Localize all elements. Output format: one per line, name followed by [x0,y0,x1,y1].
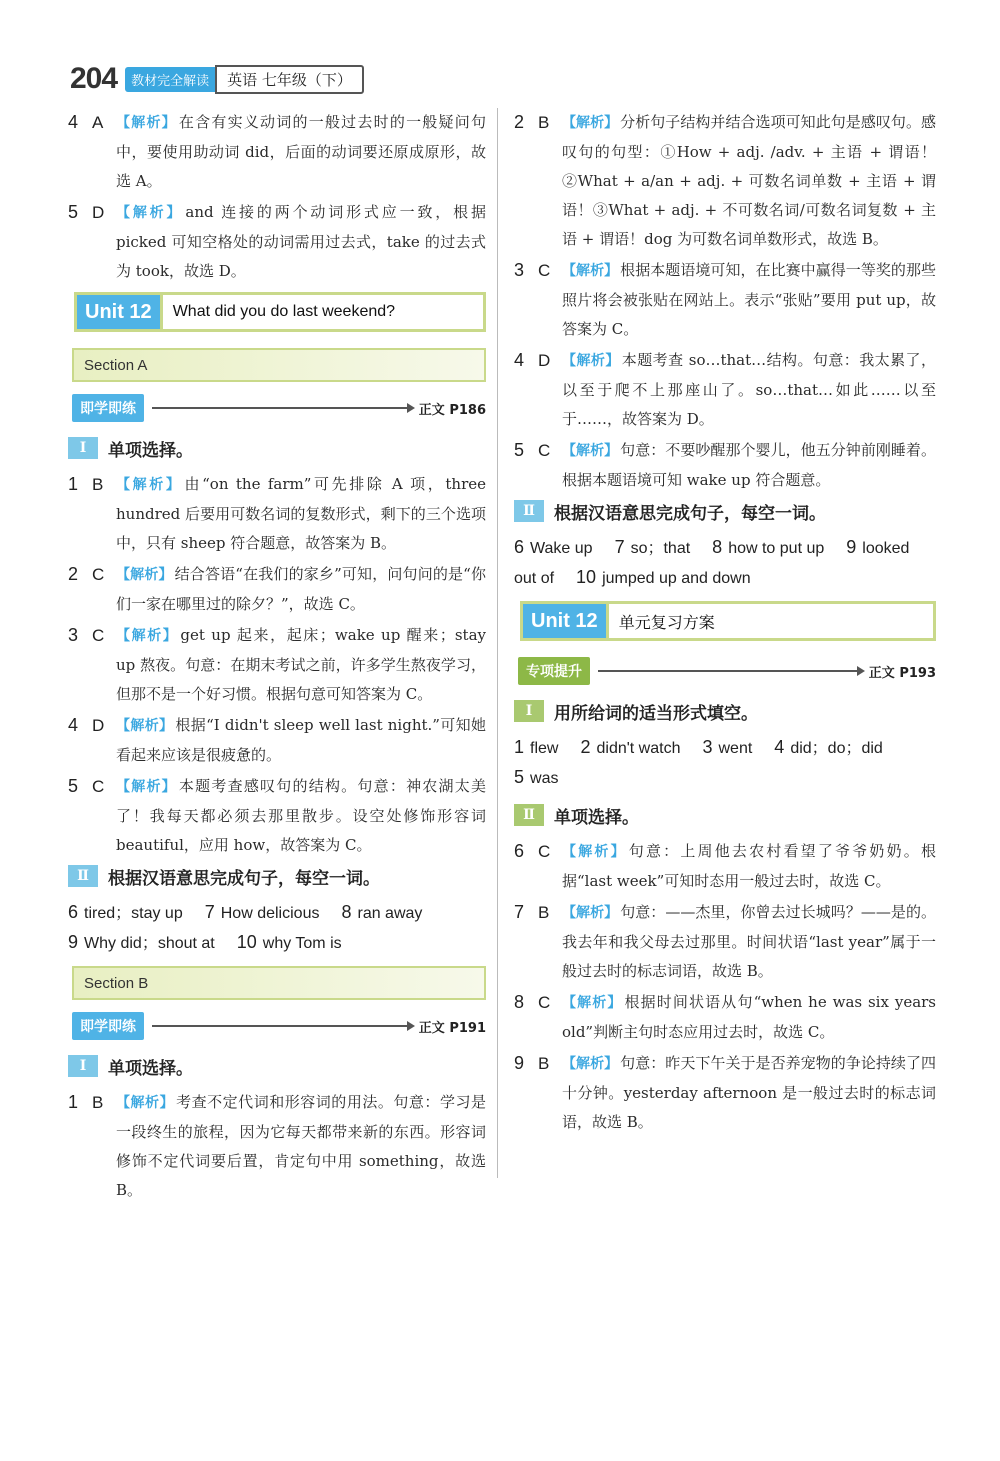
fill-number: 2 [580,737,591,757]
item-number: 5 [514,440,525,460]
subject-tag: 英语 七年级（下） [215,65,364,94]
answer-item [514,837,936,896]
section-a-bar: Section A [72,348,486,382]
roman-numeral: Ⅱ [514,804,544,826]
fill-number: 10 [576,567,597,587]
fill-text: so；that [630,540,691,557]
explanation-label: 【解析】 [116,718,174,734]
fill-number: 5 [514,767,525,787]
page-ref: 正文 P191 [418,1020,486,1036]
fill-text: ran away [357,905,423,922]
question-heading [514,801,936,829]
item-answer: B [92,1093,104,1112]
series-tag: 教材完全解读 [125,67,215,92]
item-answer: D [92,203,105,222]
explanation-label: 【解析】 [116,567,173,583]
item-number: 8 [514,992,525,1012]
answer-item [514,436,936,495]
answer-item [514,256,936,344]
answer-item [68,560,486,619]
explanation-label: 【解析】 [562,995,623,1011]
item-answer: C [538,261,551,280]
section-b-items [68,1088,486,1205]
unit-badge: Unit 12 [520,601,606,641]
question-title: 单项选择。 [554,807,639,828]
explanation-label: 【解析】 [116,477,183,493]
item-number: 4 [68,715,79,735]
fill-answer [514,570,554,587]
answer-item [68,198,486,286]
fill-answer [204,902,320,922]
fill-answer [576,567,751,587]
item-number: 2 [68,564,79,584]
item-number: 5 [68,202,79,222]
fill-number: 4 [774,737,785,757]
section-a-items [68,470,486,860]
answer-item [68,621,486,709]
item-answer: B [538,113,550,132]
question-title: 根据汉语意思完成句子，每空一词。 [554,503,826,524]
fill-text: Why did；shout at [84,935,215,952]
item-answer: D [92,716,105,735]
explanation-text: 在含有实义动词的一般过去时的一般疑问句中，要使用助动词 did，后面的动词要还原成原形，故选 A。 [116,113,486,190]
explanation-text: and 连接的两个动词形式应一致，根据 picked 可知空格处的动词需用过去式，take 的过去式为 took，故选 D。 [116,203,486,280]
explanation-text: 结合答语“在我们的家乡”可知，问句问的是“你们一家在哪里过的除夕？”，故选 C。 [116,565,486,613]
explanation-text: 句意：上周他去农村看望了爷爷奶奶。根据“last week”可知时态用一般过去时，故选 C。 [562,842,936,890]
fill-number: 6 [514,537,525,557]
fill-answers [514,533,936,593]
item-number: 1 [68,1092,79,1112]
arrow-line [152,1025,413,1027]
question-heading [68,862,486,890]
item-answer: B [92,475,104,494]
question-title: 根据汉语意思完成句子，每空一词。 [108,868,380,889]
item-answer: B [538,1054,550,1073]
item-number: 9 [514,1053,525,1073]
unit-banner [74,292,486,332]
explanation-label: 【解析】 [562,115,619,131]
fill-answer [514,537,593,557]
fill-answers [68,898,486,958]
item-answer: D [538,351,551,370]
explanation-text: 分析句子结构并结合选项可知此句是感叹句。感叹句的句型：①How + adj. /adv. + 主语 + 谓语！②What + a/an + adj. + 可数名词单数 + 主语 + 谓语！③What + adj. + 不可数名词/可数名词复数 + 主语 + 谓语！dog 为可数名词单数形式，故选 B。 [562,113,936,248]
fill-number: 1 [514,737,525,757]
column-divider [497,108,498,1178]
explanation-text: 考查不定代词和形容词的用法。句意：学习是一段终生的旅程，因为它每天都带来新的东西。形容词修饰不定代词要后置，肯定句中用 something，故选 B。 [116,1093,486,1199]
left-column [68,108,486,1207]
right-pre-items [514,108,936,495]
page-header [70,62,364,96]
answer-item [514,1049,936,1137]
item-number: 2 [514,112,525,132]
item-answer: C [538,441,551,460]
fill-answer [702,737,753,757]
page-number: 204 [70,62,118,95]
lane-tag: 即学即练 [72,1012,144,1040]
fill-text: out of [514,570,555,587]
explanation-label: 【解析】 [562,443,619,459]
page-ref: 正文 P186 [418,402,486,418]
left-pre-items [68,108,486,286]
question-heading [514,697,936,725]
practice-lane-review [518,657,936,685]
arrow-line [598,670,863,672]
fill-answer [614,537,691,557]
fill-text: tired；stay up [84,905,183,922]
fill-text: did；do；did [790,740,883,757]
fill-number: 6 [68,902,79,922]
explanation-text: 根据“I didn't sleep well last night.”可知她看起来应该是很疲惫的。 [116,716,487,764]
fill-text: jumped up and down [602,570,751,587]
fill-text: flew [530,740,559,757]
fill-number: 7 [614,537,625,557]
answer-item [514,898,936,986]
fill-answer [341,902,423,922]
page-ref: 正文 P193 [868,665,936,681]
fill-answer [774,737,883,757]
item-number: 5 [68,776,79,796]
answer-item [514,346,936,434]
fill-line [68,898,486,928]
section-b-bar: Section B [72,966,486,1000]
question-heading [514,497,936,525]
explanation-label: 【解析】 [116,205,184,221]
item-number: 3 [68,625,79,645]
fill-answer [68,932,215,952]
practice-lane-a [72,394,486,422]
fill-number: 7 [204,902,215,922]
item-number: 6 [514,841,525,861]
fill-answer [514,737,559,757]
fill-line [514,733,936,763]
explanation-text: 句意：不要吵醒那个婴儿，他五分钟前刚睡着。根据本题语境可知 wake up 符合题意。 [562,441,936,489]
item-answer: C [92,777,105,796]
lane-tag: 即学即练 [72,394,144,422]
item-number: 4 [68,112,79,132]
fill-number: 9 [68,932,79,952]
explanation-label: 【解析】 [562,905,619,921]
explanation-label: 【解析】 [562,844,627,860]
explanation-label: 【解析】 [116,1095,175,1111]
explanation-text: 由“on the farm”可先排除 A 项，three hundred 后要用可数名词的复数形式，剩下的三个选项中，只有 sheep 符合题意，故答案为 B。 [116,475,486,552]
fill-answer [712,537,825,557]
question-heading [68,434,486,462]
answer-item [68,1088,486,1205]
fill-text: why Tom is [262,935,342,952]
question-heading [68,1052,486,1080]
fill-answer [514,767,559,787]
unit-title: What did you do last weekend? [160,292,486,332]
roman-numeral: Ⅱ [514,500,544,522]
item-answer: C [92,565,105,584]
roman-numeral: Ⅰ [514,700,544,722]
lane-tag: 专项提升 [518,657,590,685]
fill-number: 10 [236,932,257,952]
fill-answer [580,737,681,757]
item-answer: B [538,903,550,922]
answer-item [68,772,486,860]
fill-line [68,928,486,958]
explanation-label: 【解析】 [562,263,619,279]
review-items [514,837,936,1137]
answer-item [514,108,936,254]
question-title: 用所给词的适当形式填空。 [554,703,758,724]
fill-number: 9 [846,537,857,557]
fill-line [514,563,936,593]
fill-line [514,763,936,793]
fill-text: was [530,770,559,787]
explanation-text: 句意：昨天下午关于是否养宠物的争论持续了四十分钟。yesterday afternoon 是一般过去时的标志词语，故选 B。 [562,1054,936,1131]
explanation-text: get up 起来，起床；wake up 醒来；stay up 熬夜。句意：在期末考试之前，许多学生熬夜学习，但那不是一个好习惯。根据句意可知答案为 C。 [116,626,487,703]
fill-text: didn't watch [596,740,681,757]
fill-answer [846,537,910,557]
fill-text: went [718,740,753,757]
explanation-label: 【解析】 [116,115,177,131]
item-number: 4 [514,350,525,370]
explanation-label: 【解析】 [116,779,177,795]
fill-answer [236,932,342,952]
fill-number: 3 [702,737,713,757]
explanation-label: 【解析】 [562,353,620,369]
unit-title: 单元复习方案 [606,601,936,641]
fill-answer [68,902,183,922]
item-answer: C [92,626,105,645]
fill-text: looked [862,540,910,557]
item-number: 1 [68,474,79,494]
arrow-line [152,407,413,409]
item-number: 3 [514,260,525,280]
fill-number: 8 [341,902,352,922]
answer-item [68,108,486,196]
fill-text: Wake up [530,540,593,557]
item-answer: C [538,842,551,861]
item-answer: A [92,113,104,132]
practice-lane-b [72,1012,486,1040]
fill-text: How delicious [220,905,320,922]
unit-badge: Unit 12 [74,292,160,332]
question-title: 单项选择。 [108,1058,193,1079]
fill-answers [514,733,936,793]
right-column [514,108,936,1139]
answer-item [68,711,486,770]
question-title: 单项选择。 [108,440,193,461]
roman-numeral: Ⅱ [68,865,98,887]
explanation-text: 本题考查 so…that…结构。句意：我太累了，以至于爬不上那座山了。so…that…如此……以至于……，故答案为 D。 [562,351,936,428]
fill-line [514,533,936,563]
item-answer: C [538,993,551,1012]
roman-numeral: Ⅰ [68,437,98,459]
unit-banner [520,601,936,641]
explanation-text: 本题考查感叹句的结构。句意：神农湖太美了！我每天都必须去那里散步。设空处修饰形容词 beautiful，应用 how，故答案为 C。 [116,777,486,854]
explanation-text: 句意：——杰里，你曾去过长城吗？——是的。我去年和我父母去过那里。时间状语“last year”属于一般过去时的标志词语，故选 B。 [562,903,936,980]
explanation-text: 根据时间状语从句“when he was six years old”判断主句时态应用过去时，故选 C。 [562,993,937,1041]
explanation-text: 根据本题语境可知，在比赛中赢得一等奖的那些照片将会被张贴在网站上。表示“张贴”要用 put up，故答案为 C。 [562,261,936,338]
answer-item [68,470,486,558]
roman-numeral: Ⅰ [68,1055,98,1077]
explanation-label: 【解析】 [562,1056,619,1072]
fill-number: 8 [712,537,723,557]
answer-item [514,988,936,1047]
fill-text: how to put up [728,540,825,557]
item-number: 7 [514,902,525,922]
explanation-label: 【解析】 [116,628,179,644]
